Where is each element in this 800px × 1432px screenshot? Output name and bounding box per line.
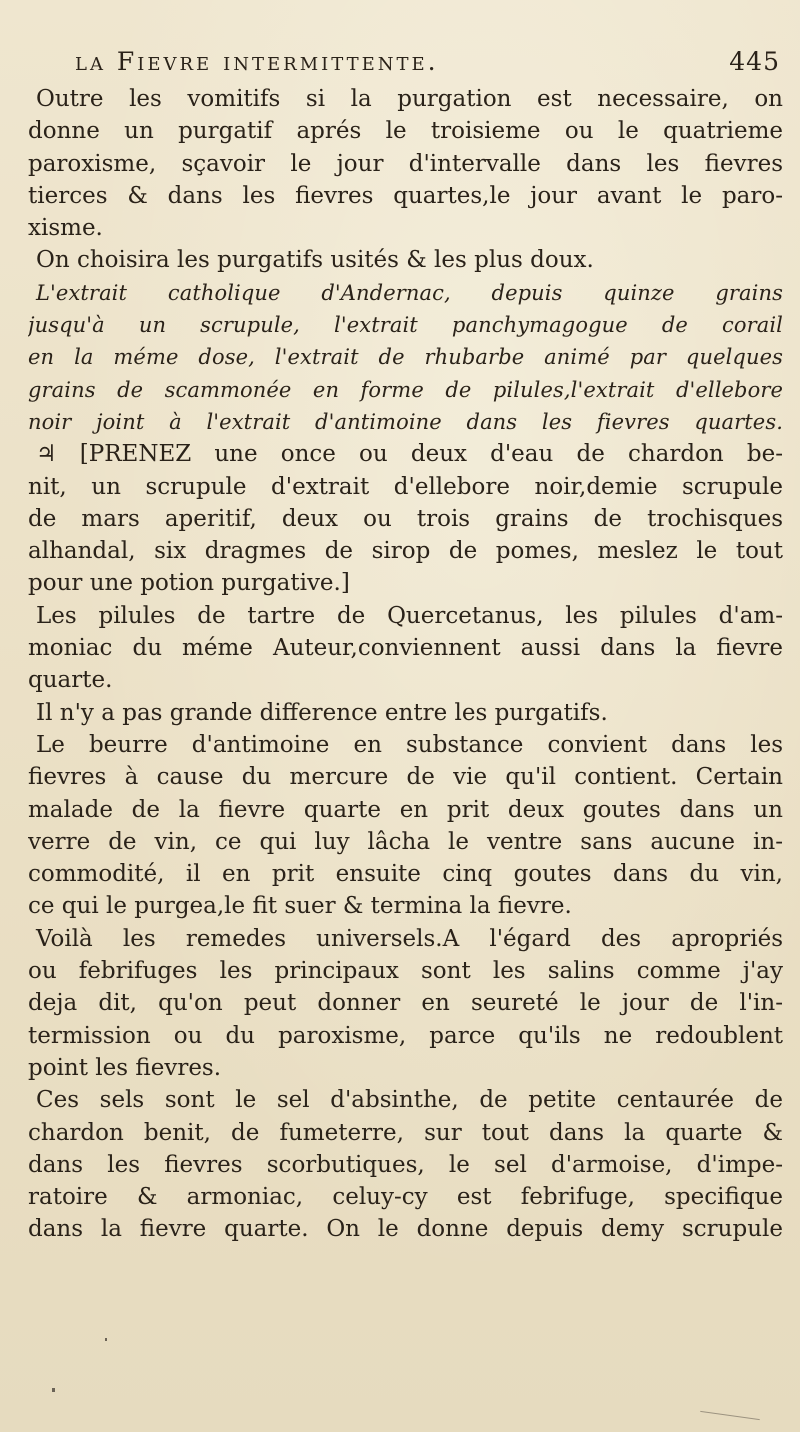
text-line: de mars aperitif, deux ou trois grains de trochisques [28, 505, 783, 532]
text-line: Voilà les remedes universels.A l'égard des apropriés [36, 925, 783, 952]
text-line: point les fievres. [28, 1054, 222, 1081]
text-line: ou febrifuges les principaux sont les salins comme j'ay [28, 958, 783, 985]
text-line: moniac du méme Auteur,conviennent aussi dans la fievre [28, 635, 783, 662]
text-line: ce qui le purgea,le fit suer & termina la fievre. [28, 893, 572, 920]
text-line: ratoire & armoniac, celuy-cy est febrifuge, specifique [28, 1184, 783, 1211]
ink-speck [52, 1388, 55, 1392]
text-line: ♃ [PRENEZ une once ou deux d'eau de chardon be- [36, 441, 783, 468]
text-line: en la méme dose, l'extrait de rhubarbe animé par quelques [28, 345, 783, 370]
text-line: pour une potion purgative.] [28, 570, 350, 597]
text-line: On choisira les purgatifs usités & les plus doux. [36, 247, 594, 274]
body-text [28, 83, 783, 1246]
text-line: termission ou du paroxisme, parce qu'ils ne redoublent [28, 1022, 783, 1049]
running-header [75, 47, 780, 87]
text-line: jusqu'à un scrupule, l'extrait panchymagogue de corail [28, 313, 783, 338]
paper-crease [700, 1411, 760, 1420]
text-line: donne un purgatif aprés le troisieme ou le quatrieme [28, 118, 783, 145]
text-line: L'extrait catholique d'Andernac, depuis quinze grains [36, 280, 783, 305]
ink-speck [105, 1338, 107, 1341]
text-line: Ces sels sont le sel d'absinthe, de petite centaurée de [36, 1087, 783, 1114]
text-line: xisme. [28, 215, 103, 242]
text-line: alhandal, six dragmes de sirop de pomes, meslez le tout [28, 538, 783, 565]
text-line: paroxisme, sçavoir le jour d'intervalle dans les fievres [28, 150, 783, 177]
text-line: dans les fievres scorbutiques, le sel d'armoise, d'impe- [28, 1151, 783, 1178]
text-line: chardon benit, de fumeterre, sur tout dans la quarte & [28, 1119, 783, 1146]
text-line: quarte. [28, 667, 113, 694]
text-line: nit, un scrupule d'extrait d'ellebore noir,demie scrupule [28, 473, 783, 500]
text-line: deja dit, qu'on peut donner en seureté le jour de l'in- [28, 990, 783, 1017]
text-line: verre de vin, ce qui luy lâcha le ventre sans aucune in- [28, 828, 783, 855]
text-line: noir joint à l'extrait d'antimoine dans les fievres quartes. [28, 409, 783, 434]
text-line: Outre les vomitifs si la purgation est necessaire, on [36, 86, 783, 112]
text-line: grains de scammonée en forme de pilules,l'extrait d'ellebore [28, 377, 783, 402]
text-line: tierces & dans les fievres quartes,le jour avant le paro- [28, 182, 783, 209]
text-line: malade de la fievre quarte en prit deux goutes dans un [28, 796, 783, 823]
text-line: Il n'y a pas grande difference entre les purgatifs. [36, 699, 608, 726]
running-title: la Fievre intermittente. [75, 47, 439, 76]
page-number: 445 [729, 47, 780, 76]
text-line: dans la fievre quarte. On le donne depuis demy scrupule [28, 1216, 783, 1243]
text-line: commodité, il en prit ensuite cinq goutes dans du vin, [28, 861, 783, 888]
text-line: Les pilules de tartre de Quercetanus, les pilules d'am- [36, 602, 783, 629]
text-line: Le beurre d'antimoine en substance convient dans les [36, 731, 783, 758]
text-line: fievres à cause du mercure de vie qu'il contient. Certain [28, 764, 783, 791]
